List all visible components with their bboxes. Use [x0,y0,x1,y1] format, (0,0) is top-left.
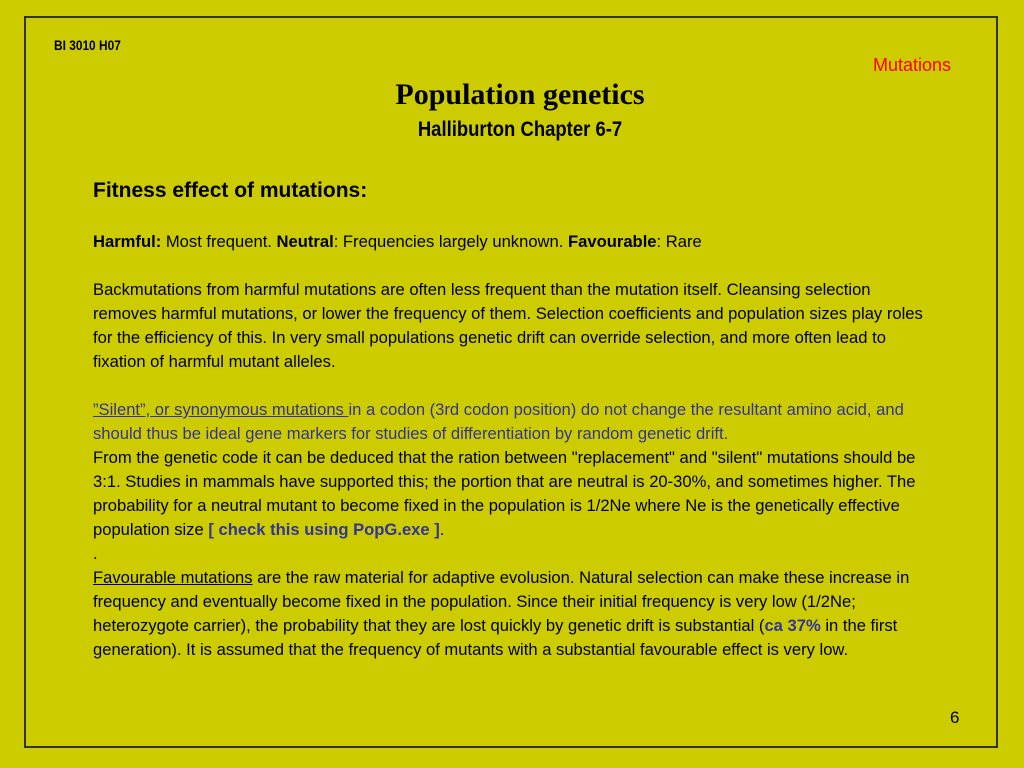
favourable-text-a: are the raw material for adaptive evolusion. Natural selection can make these increase in frequency and eventually become fixed in the population. Since their initial frequency is very low (1/2Ne; heterozygote carrier), the probability that they are lost quickly by genetic drift is substantial ( [93,568,910,635]
topic-label: Mutations [872,55,951,75]
dot-line: . [93,544,98,563]
slide-subtitle: Halliburton Chapter 6-7 [417,118,623,141]
favourable-paragraph [93,566,928,662]
silent-text: in a codon (3rd codon position) do not change the resultant amino acid, and should thus be ideal gene markers for studies of differentiation by random genetic drift. [93,400,904,443]
slide-number: 6 [950,708,960,727]
favourable-text: : Rare [656,232,702,251]
harmful-label: Harmful: [93,232,162,251]
favourable-mutations-link[interactable]: Favourable mutations [93,568,253,587]
harmful-text: Most frequent. [161,232,277,251]
favourable-label: Favourable [568,232,657,251]
fitness-categories [93,230,928,254]
silent-paragraph [93,398,928,446]
backmutations-paragraph: Backmutations from harmful mutations are often less frequent than the mutation itself. Cleansing selection removes harmful mutations, or lower the frequency of them. Selection coefficients and population sizes play roles for the efficiency of this. In very small populations genetic drift can override selection, and more often lead to fixation of harmful mutant alleles. [93,280,923,371]
silent-mutations-link[interactable]: ”Silent”, or synonymous mutations [93,400,349,419]
slide-title: Population genetics [395,78,645,111]
section-heading: Fitness effect of mutations: [93,179,368,202]
ca-37-value: ca 37% [764,616,826,635]
course-code: BI 3010 H07 [54,37,121,53]
slide-content [93,176,928,662]
neutral-text: : Frequencies largely unknown. [333,232,568,251]
genetic-code-end: . [439,520,445,539]
genetic-code-text: From the genetic code it can be deduced that the ration between "replacement" and "silent" mutations should be 3:1. Studies in mammals have supported this; the portion that are neutral is 20-30%, and sometimes higher. The probability for a neutral mutant to become fixed in the population is 1/2Ne where Ne is the genetically effective population size [93,448,916,539]
favourable-text-b: in the first generation). It is assumed that the frequency of mutants with a substantial favourable effect is very low. [93,616,898,659]
check-popg-link[interactable]: [ check this using PopG.exe ] [208,520,440,539]
genetic-code-paragraph [93,446,928,542]
neutral-label: Neutral [276,232,334,251]
